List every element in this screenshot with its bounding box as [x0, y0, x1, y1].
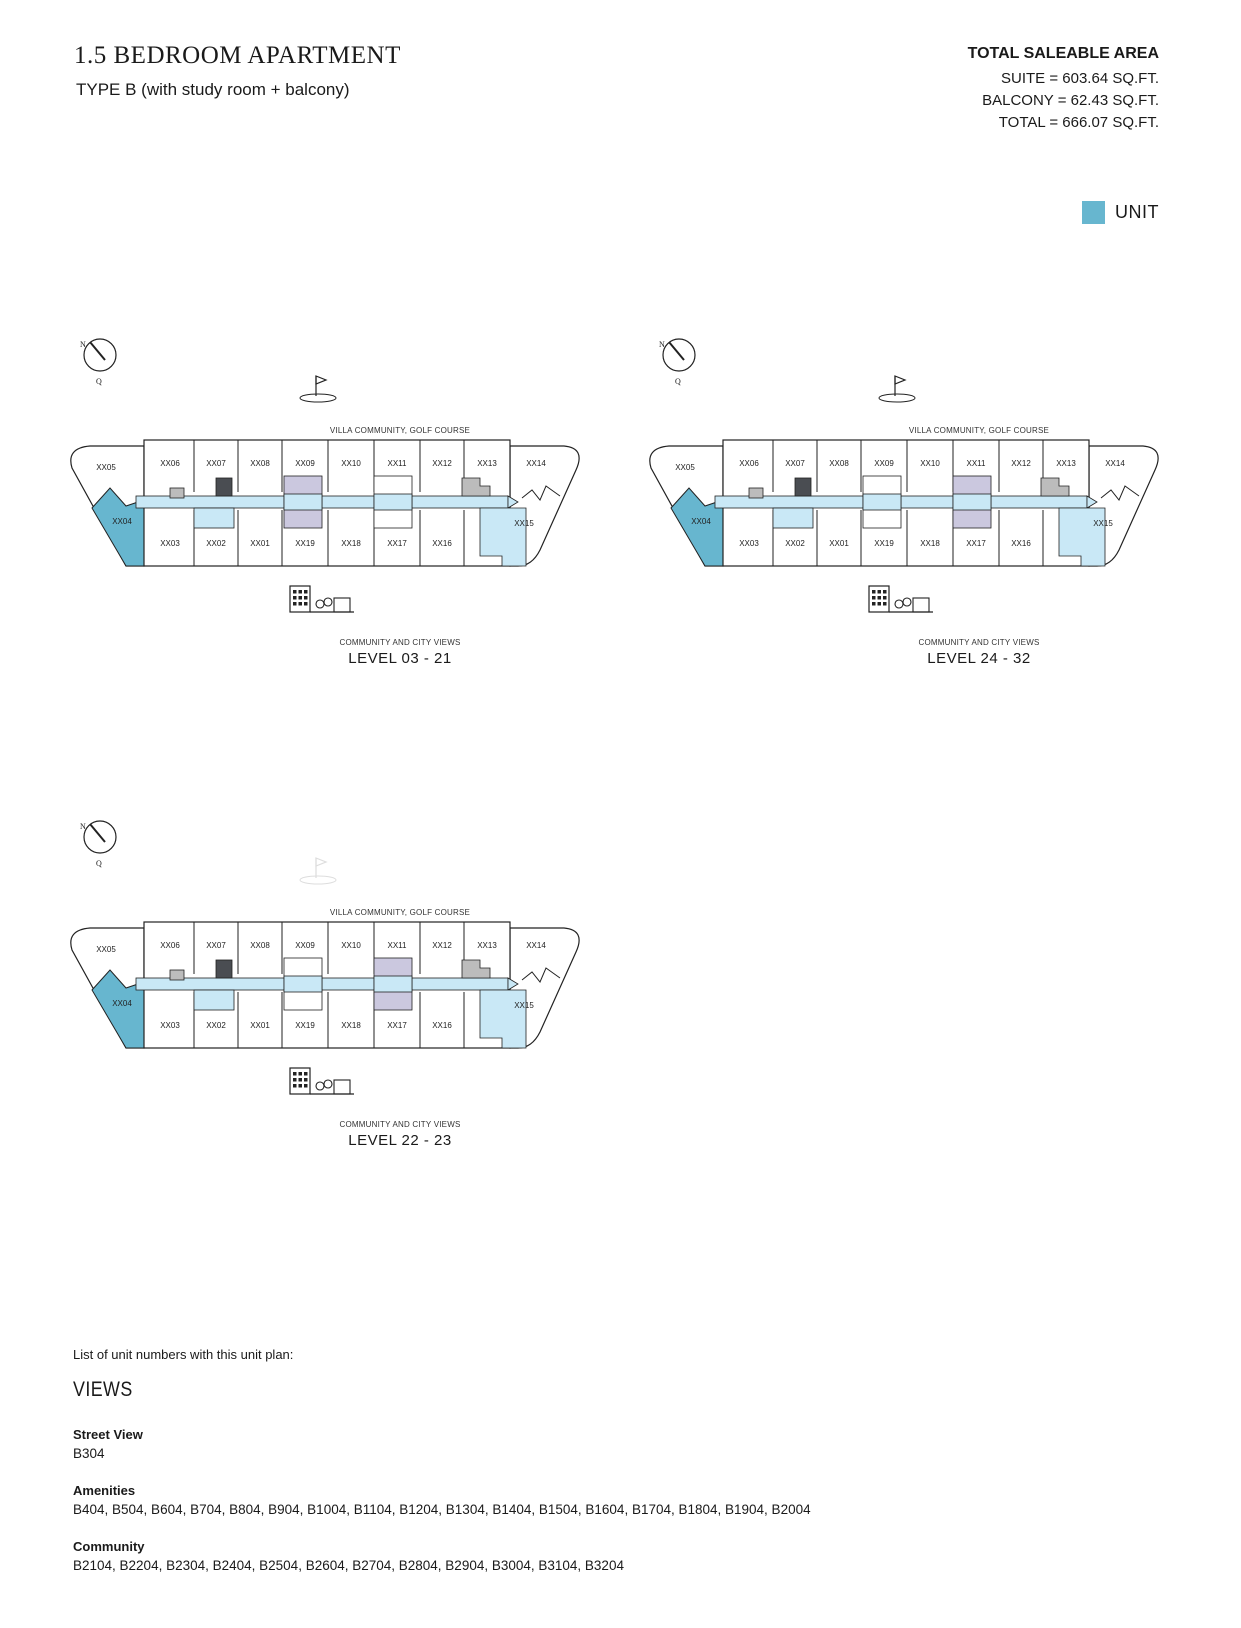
section-community: [73, 1539, 624, 1573]
unit-label: XX18: [341, 1021, 361, 1030]
unit-label: XX17: [966, 539, 986, 548]
top-view-caption: VILLA COMMUNITY, GOLF COURSE: [329, 908, 471, 917]
unit-label: XX15: [514, 1001, 534, 1010]
unit-label: XX13: [477, 941, 497, 950]
unit-label: XX15: [1093, 519, 1113, 528]
unit-label: XX05: [96, 945, 116, 954]
unit-label: XX07: [206, 941, 226, 950]
section-units: B2104, B2204, B2304, B2404, B2504, B2604, B2704, B2804, B2904, B3004, B3104, B3204: [73, 1558, 624, 1573]
views-heading: VIEWS: [73, 1378, 133, 1401]
unit-label: XX01: [829, 539, 849, 548]
unit-label: XX04: [112, 999, 132, 1008]
area-balcony: BALCONY = 62.43 SQ.FT.: [982, 92, 1159, 109]
unit-label: XX10: [341, 941, 361, 950]
legend: [1082, 201, 1159, 224]
section-units: B404, B504, B604, B704, B804, B904, B1004, B1104, B1204, B1304, B1404, B1504, B1604, B1704, B1804, B1904, B2004: [73, 1502, 811, 1517]
unit-label: XX02: [206, 1021, 226, 1030]
unit-label: XX06: [160, 459, 180, 468]
section-title: Community: [73, 1539, 145, 1554]
city-buildings-icon: [869, 586, 933, 612]
unit-label: XX09: [295, 459, 315, 468]
unit-label: XX08: [250, 941, 270, 950]
unit-label: XX07: [785, 459, 805, 468]
unit-label: XX19: [295, 539, 315, 548]
unit-label: XX01: [250, 1021, 270, 1030]
unit-label: XX16: [1011, 539, 1031, 548]
unit-label: XX16: [432, 1021, 452, 1030]
unit-label: XX12: [432, 459, 452, 468]
unit-label: XX18: [341, 539, 361, 548]
unit-label: XX11: [387, 459, 407, 468]
level-label: LEVEL 24 - 32: [927, 650, 1031, 667]
page-title: 1.5 BEDROOM APARTMENT: [74, 42, 401, 69]
city-buildings-icon: [290, 586, 354, 612]
compass-icon: [84, 821, 116, 853]
unit-label: XX11: [387, 941, 407, 950]
unit-label: XX08: [829, 459, 849, 468]
golf-flag-icon: [300, 376, 336, 402]
unit-label: XX18: [920, 539, 940, 548]
top-view-caption: VILLA COMMUNITY, GOLF COURSE: [908, 426, 1050, 435]
compass-north-label: N: [80, 822, 86, 831]
level-label: LEVEL 22 - 23: [348, 1132, 452, 1149]
unit-label: XX03: [160, 539, 180, 548]
unit-label: XX03: [160, 1021, 180, 1030]
area-suite: SUITE = 603.64 SQ.FT.: [1001, 70, 1159, 87]
legend-unit-swatch: [1082, 201, 1105, 224]
section-title: Amenities: [73, 1483, 136, 1498]
compass-south-label: Q: [96, 859, 102, 868]
floor-plan-level-24-32: [649, 330, 1209, 690]
floor-plan-level-22-23: [70, 812, 630, 1172]
floor-plan-drawing: [649, 330, 1209, 690]
unit-label: XX13: [1056, 459, 1076, 468]
unit-label: XX13: [477, 459, 497, 468]
unit-label: XX07: [206, 459, 226, 468]
unit-list-intro: List of unit numbers with this unit plan:: [73, 1347, 294, 1362]
section-amenities: [73, 1483, 811, 1517]
compass-south-label: Q: [675, 377, 681, 386]
area-total: TOTAL = 666.07 SQ.FT.: [998, 114, 1159, 131]
page-subtitle: TYPE B (with study room + balcony): [76, 80, 350, 99]
unit-label: XX19: [295, 1021, 315, 1030]
golf-flag-icon: [879, 376, 915, 402]
level-label: LEVEL 03 - 21: [348, 650, 452, 667]
unit-label: XX01: [250, 539, 270, 548]
unit-label: XX16: [432, 539, 452, 548]
golf-flag-icon: [300, 858, 336, 884]
section-units: B304: [73, 1446, 105, 1461]
unit-label: XX17: [387, 539, 407, 548]
unit-label: XX14: [526, 459, 546, 468]
bottom-view-caption: COMMUNITY AND CITY VIEWS: [918, 638, 1040, 647]
unit-label: XX04: [112, 517, 132, 526]
unit-label: XX03: [739, 539, 759, 548]
compass-north-label: N: [659, 340, 665, 349]
compass-icon: [663, 339, 695, 371]
unit-label: XX09: [295, 941, 315, 950]
unit-label: XX12: [432, 941, 452, 950]
unit-label: XX08: [250, 459, 270, 468]
area-heading: TOTAL SALEABLE AREA: [967, 45, 1159, 62]
compass-north-label: N: [80, 340, 86, 349]
unit-label: XX05: [675, 463, 695, 472]
compass-south-label: Q: [96, 377, 102, 386]
total-saleable-area: [968, 45, 1159, 134]
top-view-caption: VILLA COMMUNITY, GOLF COURSE: [329, 426, 471, 435]
floor-plan-drawing: [70, 812, 630, 1172]
unit-label: XX09: [874, 459, 894, 468]
unit-label: XX06: [160, 941, 180, 950]
compass-icon: [84, 339, 116, 371]
unit-label: XX12: [1011, 459, 1031, 468]
bottom-view-caption: COMMUNITY AND CITY VIEWS: [339, 1120, 461, 1129]
unit-label: XX17: [387, 1021, 407, 1030]
unit-label: XX10: [341, 459, 361, 468]
city-buildings-icon: [290, 1068, 354, 1094]
legend-unit-label: UNIT: [1115, 202, 1159, 222]
unit-label: XX11: [966, 459, 986, 468]
bottom-view-caption: COMMUNITY AND CITY VIEWS: [339, 638, 461, 647]
unit-label: XX02: [785, 539, 805, 548]
unit-label: XX14: [526, 941, 546, 950]
floor-plan-drawing: [70, 330, 630, 690]
unit-label: XX19: [874, 539, 894, 548]
unit-label: XX05: [96, 463, 116, 472]
unit-label: XX06: [739, 459, 759, 468]
unit-label: XX04: [691, 517, 711, 526]
section-title: Street View: [73, 1427, 143, 1442]
unit-label: XX15: [514, 519, 534, 528]
unit-label: XX02: [206, 539, 226, 548]
floor-plan-level-03-21: [70, 330, 630, 690]
section-street-view: [73, 1427, 143, 1461]
unit-label: XX10: [920, 459, 940, 468]
unit-label: XX14: [1105, 459, 1125, 468]
